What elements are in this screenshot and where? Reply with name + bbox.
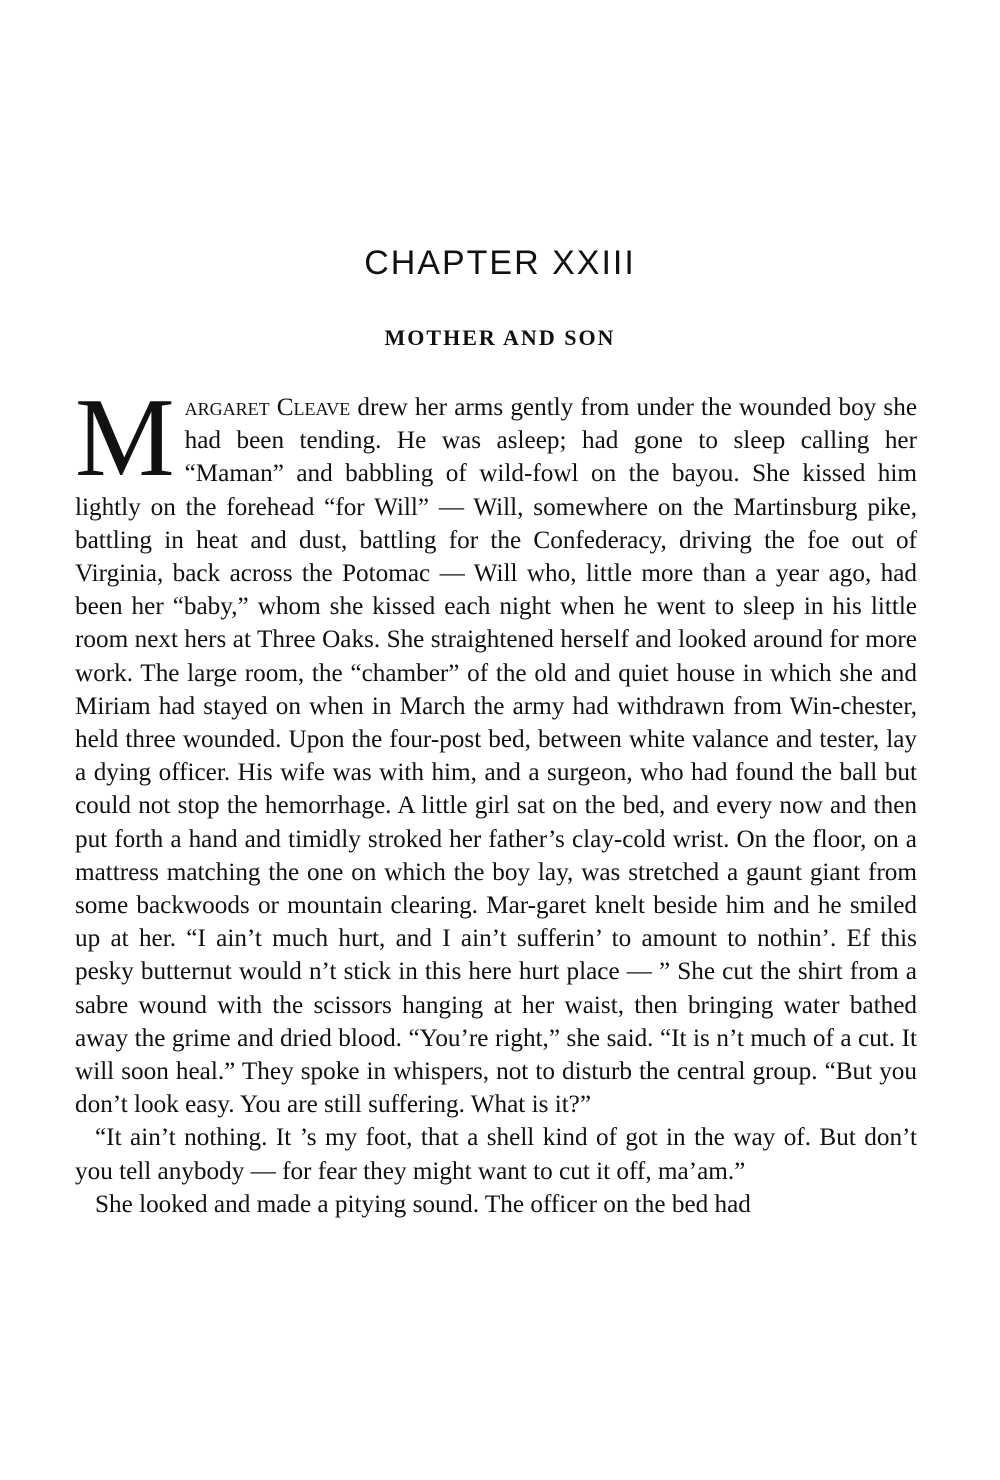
- chapter-body: [75, 376, 917, 1221]
- paragraph-2: “It ain’t nothing. It ’s my foot, that a shell kind of got in the way of. But don’t you tell anybody — for fear they might want to cut it off, ma’am.”: [75, 1124, 917, 1185]
- paragraph-1-text: drew her arms gently from under the wounded boy she had been tending. He was asleep; had gone to sleep calling her “Maman” and babbling of wild-fowl on the bayou. She kissed him lightly on the forehead “for Will” — Will, somewhere on the Martinsburg pike, battling in heat and dust, battling for the Confederacy, driving the foe out of Virginia, back across the Potomac — Will who, little more than a year ago, had been her “baby,” whom she kissed each night when he went to sleep in his little room next hers at Three Oaks. She straightened herself and looked around for more work. The large room, the “chamber” of the old and quiet house in which she and Miriam had stayed on when in March the army had withdrawn from Win-chester, held three wounded. Upon the four-post bed, between white valance and tester, lay a dying officer. His wife was with him, and a surgeon, who had found the ball but could not stop the hemorrhage. A little girl sat on the bed, and every now and then put forth a hand and timidly stroked her father’s clay-cold wrist. On the floor, on a mattress matching the one on which the boy lay, was stretched a gaunt giant from some backwoods or mountain clearing. Mar-garet knelt beside him and he smiled up at her. “I ain’t much hurt, and I ain’t sufferin’ to amount to nothin’. Ef this pesky butternut would n’t stick in this here hurt place — ” She cut the shirt from a sabre wound with the scissors hanging at her waist, then bringing water bathed away the grime and dried blood. “You’re right,” she said. “It is n’t much of a cut. It will soon heal.” They spoke in whispers, not to disturb the central group. “But you don’t look easy. You are still suffering. What is it?”: [75, 394, 917, 1119]
- chapter-subtitle: MOTHER AND SON: [384, 325, 616, 350]
- paragraph-3: She looked and made a pitying sound. The officer on the bed had: [95, 1190, 751, 1218]
- drop-cap: M: [75, 376, 175, 500]
- chapter-title: CHAPTER XXIII: [364, 244, 636, 282]
- paragraph-1: [75, 376, 917, 1121]
- opening-small-caps: argaret Cleave: [184, 394, 351, 421]
